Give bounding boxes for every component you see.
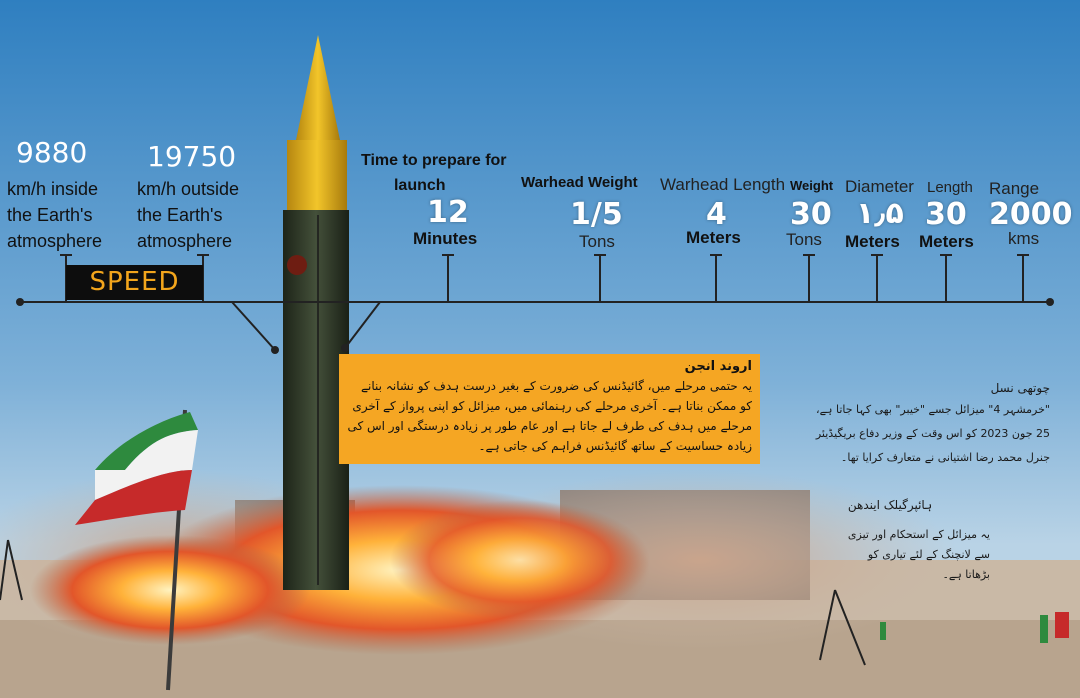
fuel-note-title: ہائپرگیلک ایندھن xyxy=(847,498,933,512)
fuel-note-line-3: بڑھاتا ہے۔ xyxy=(942,568,990,581)
diameter-unit: Meters xyxy=(845,232,900,251)
prepare-unit: Minutes xyxy=(413,229,478,248)
diameter-label: Diameter xyxy=(845,177,914,196)
warhead-length-unit: Meters xyxy=(686,228,741,247)
range-unit: kms xyxy=(1008,229,1040,248)
timeline-end-right xyxy=(1046,298,1054,306)
prepare-title: Time to prepare for launch xyxy=(361,152,507,194)
generation-note-line-2: 25 جون 2023 کو اس وقت کے وزیر دفاع بریگیڈیئر xyxy=(815,427,1050,440)
warhead-length-label: Warhead Length xyxy=(660,175,786,194)
speed-badge: SPEED xyxy=(66,265,203,300)
weight-value: 30 xyxy=(790,197,832,232)
speed-outside-label: km/h outside the Earth's atmosphere xyxy=(137,179,240,251)
timeline-end-left xyxy=(16,298,24,306)
speed-outside-value: 19750 xyxy=(147,140,237,173)
warhead-weight-value: 1/5 xyxy=(570,197,623,232)
engine-info-box xyxy=(339,354,760,464)
fuel-note-line-1: یہ میزائل کے استحکام اور تیزی xyxy=(847,528,990,541)
generation-note-title: چوتھی نسل xyxy=(990,381,1050,395)
engine-info-title: اروند انجن xyxy=(684,359,752,374)
generation-note xyxy=(760,378,1050,470)
fuel-note-line-2: سے لانچنگ کے لئے تیاری کو xyxy=(867,548,990,561)
warhead-weight-unit: Tons xyxy=(579,232,615,251)
prepare-value: 12 xyxy=(427,195,469,230)
weight-unit: Tons xyxy=(786,230,822,249)
speed-inside-label: km/h inside the Earth's atmosphere xyxy=(7,179,103,251)
generation-note-line-3: جنرل محمد رضا اشتیانی نے متعارف کرایا تھا۔ xyxy=(840,451,1050,464)
speed-inside-value: 9880 xyxy=(16,136,88,169)
fuel-note xyxy=(790,495,990,585)
range-label: Range xyxy=(989,179,1040,198)
warhead-weight-label: Warhead Weight xyxy=(521,174,638,191)
length-label: Length xyxy=(927,179,973,196)
range-value: 2000 xyxy=(989,197,1073,232)
weight-label: Weight xyxy=(790,178,834,193)
length-unit: Meters xyxy=(919,232,974,251)
engine-info-body: یہ حتمی مرحلے میں، گائیڈنس کی ضرورت کے بغیر درست ہدف کو نشانہ بنانے کو ممکن بناتا ہے۔ آخری مرحلے کی رہنمائی میں، میزائل کو اپنی پرواز کے آخری مرحلے میں ہدف کی طرف لے جاتا ہے اور عام طور پر زیادہ درستگی اور اس کی زیادہ حساسیت کے ساتھ گائیڈنس فراہم کی جاتی ہے۔ xyxy=(347,379,752,453)
warhead-length-value: 4 xyxy=(706,197,727,232)
diameter-value: ۱٫۵ xyxy=(856,196,904,231)
generation-note-line-1: "خرمشہر 4" میزائل جسے "خیبر" بھی کہا جاتا ہے، xyxy=(816,403,1050,416)
length-value: 30 xyxy=(925,197,967,232)
